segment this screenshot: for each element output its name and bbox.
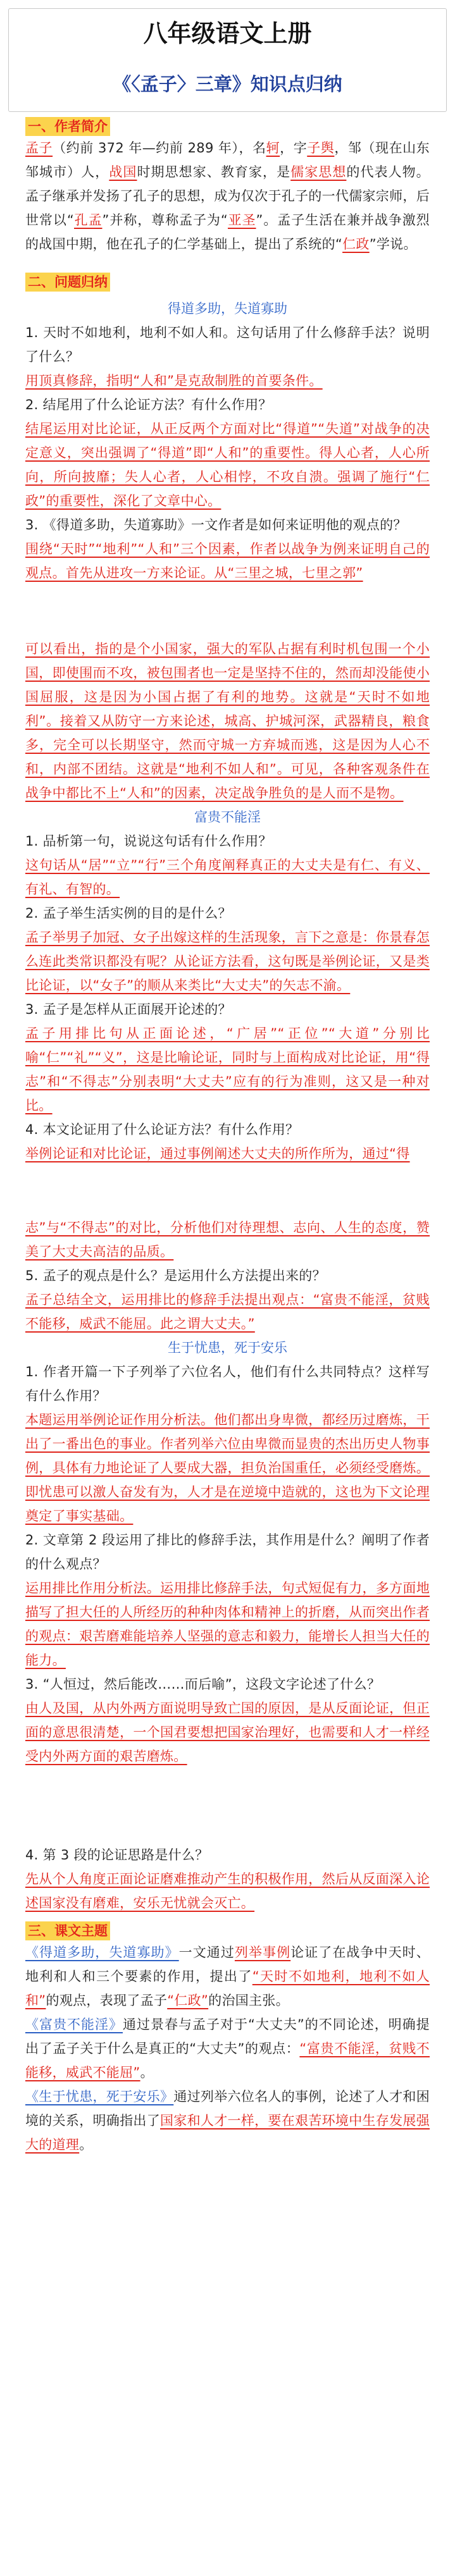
key-term: 孟子	[25, 140, 53, 156]
group-fugui	[25, 805, 430, 1336]
text-run: （约前 372 年—约前 289 年），名	[53, 140, 266, 156]
section-label-row	[25, 1921, 430, 1940]
key-term: “富贵不能淫，贫贱不能移，威武不能屈”	[25, 2041, 430, 2080]
key-term: 仁政	[342, 237, 370, 252]
answer-text: 先从个人角度正面论证磨难推动产生的积极作用，然后从反面深入论述国家没有磨难，安乐无忧就会灭亡。	[25, 1871, 430, 1911]
group-heading: 富贵不能淫	[194, 810, 261, 825]
text-run: 一文通过	[178, 1945, 235, 1960]
text-run: ，邹（现在山东邹城市）人，	[25, 140, 430, 180]
question: 2. 文章第 2 段运用了排比的修辞手法，其作用是什么？阐明了作者的什么观点？	[25, 1532, 430, 1572]
theme-paragraph	[25, 2085, 430, 2157]
answer-block	[25, 1867, 430, 1915]
section-label-row	[25, 273, 430, 292]
answer-block	[25, 853, 430, 901]
section-problems	[25, 273, 430, 1915]
answer-block	[25, 637, 430, 805]
page-subtitle: 《〈孟子〉三章》知识点归纳	[113, 73, 342, 95]
answer-block	[25, 1021, 430, 1118]
book-title: 《得道多助，失道寡助》	[25, 1945, 179, 1960]
answer-text: 用顶真修辞，指明“人和”是克敌制胜的首要条件。	[25, 373, 323, 388]
section-label-author: 一、作者简介	[25, 117, 110, 136]
answer-text: 可以看出，指的是个小国家，强大的军队占据有利时机包围一个小国，即使围而不攻，被包围者也一定是坚持不住的，然而却没能使小国屈服，这是因为小国占据了有利的地势。这就是“天时不如地利”。接着又从防守一方来论述，城高、护城河深，武器精良，粮食多，完全可以长期坚守，然而守城一方弃城而逃，这是因为人心不和，内部不团结。这就是“地利不如人和”。可见，各种客观条件在战争中都比不上“人和”的因素，决定战争胜负的是人而不是物。	[25, 641, 430, 801]
group-dedao	[25, 297, 430, 805]
answer-text: 孟子举男子加冠、女子出嫁这样的生活现象，言下之意是：你景春怎么连此类常识都没有呢？从论证方法看，这句既是举例论证，又是类比论证，以“女子”的顺从来类比“大丈夫”的矢志不渝。	[25, 930, 430, 993]
group-heading: 生于忧患，死于安乐	[168, 1340, 287, 1355]
page-title: 八年级语文上册	[143, 20, 312, 47]
section-theme	[25, 1921, 430, 2157]
group-heading: 得道多助，失道寡助	[168, 301, 287, 316]
key-term: 孔孟	[74, 213, 103, 228]
text-run: 通过景春与孟子对于“大丈夫”的不同论述，明确提出了孟子关于什么是真正的“大丈夫”的观点：	[25, 2017, 430, 2056]
answer-text: 围绕“天时”“地利”“人和”三个因素，作者以战争为例来证明自己的观点。首先从进攻一方来论证。从“三里之城，七里之郭”	[25, 541, 430, 581]
question: 1. 作者开篇一下子列举了六位名人，他们有什么共同特点？这样写有什么作用？	[25, 1364, 430, 1403]
question: 1. 天时不如地利，地利不如人和。这句话用了什么修辞手法？说明了什么？	[25, 325, 430, 364]
text-run: 通过列举六位名人的事例，论述了人才和困境的关系，明确指出了	[25, 2089, 430, 2128]
book-title: 《富贵不能淫》	[25, 2017, 123, 2032]
question: 3. “人恒过，然后能改……而后喻”，这段文字论述了什么？	[25, 1677, 381, 1692]
question: 3. 《得道多助，失道寡助》一文作者是如何来证明他的观点的？	[25, 517, 407, 533]
text-run: 。	[79, 2137, 93, 2152]
answer-text: 运用排比作用分析法。运用排比修辞手法，句式短促有力，多方面地描写了担大任的人所经历的种种肉体和精神上的折磨，从而突出作者的观点：艰苦磨难能培养人坚强的意志和毅力，能增长人担当大任的能力。	[25, 1581, 430, 1668]
key-term: “仁政”	[167, 1993, 209, 2008]
key-term: 轲	[266, 140, 280, 156]
section-author	[25, 117, 430, 256]
question: 5. 孟子的观点是什么？是运用什么方法提出来的？	[25, 1268, 326, 1283]
key-term: 国家和人才一样，要在艰苦环境中生存发展强大的道理	[25, 2113, 430, 2152]
text-run: 论证了在战争中天时、地利和人和三个要素的作用，提出了	[25, 1945, 430, 1984]
key-term: “天时不如地利，地利不如人和”	[25, 1969, 430, 2008]
answer-text: 孟子总结全文，运用排比的修辞手法提出观点：“富贵不能淫，贫贱不能移，威武不能屈。此之谓大丈夫。”	[25, 1292, 430, 1331]
text-run: ”学说。	[369, 237, 417, 252]
section-label-row	[25, 117, 430, 136]
text-run: ”并称，尊称孟子为“	[102, 213, 228, 228]
key-term: 儒家思想	[290, 164, 347, 180]
answer-block	[25, 1142, 430, 1166]
answer-text: 这句话从“居”“立”“行”三个角度阐释真正的大丈夫是有仁、有义、有礼、有智的。	[25, 858, 430, 897]
title-box	[8, 8, 447, 112]
text-run: 的治国主张。	[208, 1993, 289, 2008]
answer-block	[25, 925, 430, 997]
answer-block	[25, 417, 430, 513]
blank-gap	[25, 1166, 430, 1216]
answer-text: 孟子用排比句从正面论述，“广居”“正位”“大道”分别比喻“仁”“礼”“义”，这是比喻论证，同时与上面构成对比论证，用“得志”和“不得志”分别表明“大丈夫”应有的行为准则，这又是一种对比。	[25, 1026, 430, 1113]
blank-gap	[25, 585, 430, 637]
question: 4. 本文论证用了什么论证方法？有什么作用？	[25, 1122, 299, 1137]
author-intro	[25, 136, 430, 256]
answer-block	[25, 1288, 430, 1336]
question: 3. 孟子是怎样从正面展开论述的？	[25, 1002, 232, 1017]
answer-text: 由人及国，从内外两方面说明导致亡国的原因，是从反面论证，但正面的意思很清楚，一个国君要想把国家治理好，也需要和人才一样经受内外两方面的艰苦磨炼。	[25, 1701, 430, 1764]
question: 2. 结尾用了什么论证方法？有什么作用？	[25, 397, 272, 412]
text-run: ，字	[280, 140, 308, 156]
section-label-theme: 三、课文主题	[25, 1921, 110, 1940]
answer-text: 结尾运用对比论证，从正反两个方面对比“得道”“失道”对战争的决定意义，突出强调了“得道”即“人和”的重要性。得人心者，人心所向，所向披靡；失人心者，人心相悖，不攻自溃。强调了施行“仁政”的重要性，深化了文章中心。	[25, 421, 430, 508]
answer-block	[25, 369, 430, 393]
answer-block	[25, 1408, 430, 1528]
theme-paragraph	[25, 1940, 430, 2012]
theme-paragraph	[25, 2012, 430, 2085]
text-run: ”。孟子生活在兼并战争激烈的战国中期，他在孔子的仁学基础上，提出了系统的“	[25, 213, 430, 252]
text-run: 的代表人物。孟子继承并发扬了孔子的思想，成为仅次于孔子的一代儒家宗师，后世常以“	[25, 164, 430, 228]
section-label-problems: 二、问题归纳	[25, 273, 110, 292]
key-term: 列举事例	[234, 1945, 291, 1960]
question: 2. 孟子举生活实例的目的是什么？	[25, 906, 232, 921]
answer-text: 举例论证和对比论证，通过事例阐述大丈夫的所作所为，通过“得	[25, 1146, 410, 1161]
answer-block	[25, 537, 430, 585]
book-title: 《生于忧患，死于安乐》	[25, 2089, 174, 2104]
text-run: 的观点，表现了孟子	[46, 1993, 168, 2008]
answer-block	[25, 1216, 430, 1264]
answer-text: 本题运用举例论证作用分析法。他们都出身卑微，都经历过磨炼，干出了一番出色的事业。作者列举六位由卑微而显贵的杰出历史人物事例，具体有力地论证了人要成大器，担负治国重任，必须经受磨炼。即忧患可以激人奋发有为，人才是在逆境中造就的，这也为下文论理奠定了事实基础。	[25, 1412, 430, 1524]
answer-block	[25, 1696, 430, 1768]
question: 4. 第 3 段的论证思路是什么？	[25, 1847, 209, 1863]
key-term: 亚圣	[228, 213, 256, 228]
question: 1. 品析第一句，说说这句话有什么作用？	[25, 834, 272, 849]
blank-gap	[25, 1768, 430, 1843]
answer-block	[25, 1576, 430, 1672]
group-youhuan	[25, 1336, 430, 1915]
content	[0, 117, 455, 2157]
text-run: 时期思想家、教育家，是	[137, 164, 291, 180]
key-term: 战国	[109, 164, 137, 180]
text-run: 。	[140, 2065, 154, 2080]
key-term: 子舆	[307, 140, 335, 156]
answer-text: 志”与“不得志”的对比，分析他们对待理想、志向、人生的态度，赞美了大丈夫高洁的品质。	[25, 1220, 430, 1259]
